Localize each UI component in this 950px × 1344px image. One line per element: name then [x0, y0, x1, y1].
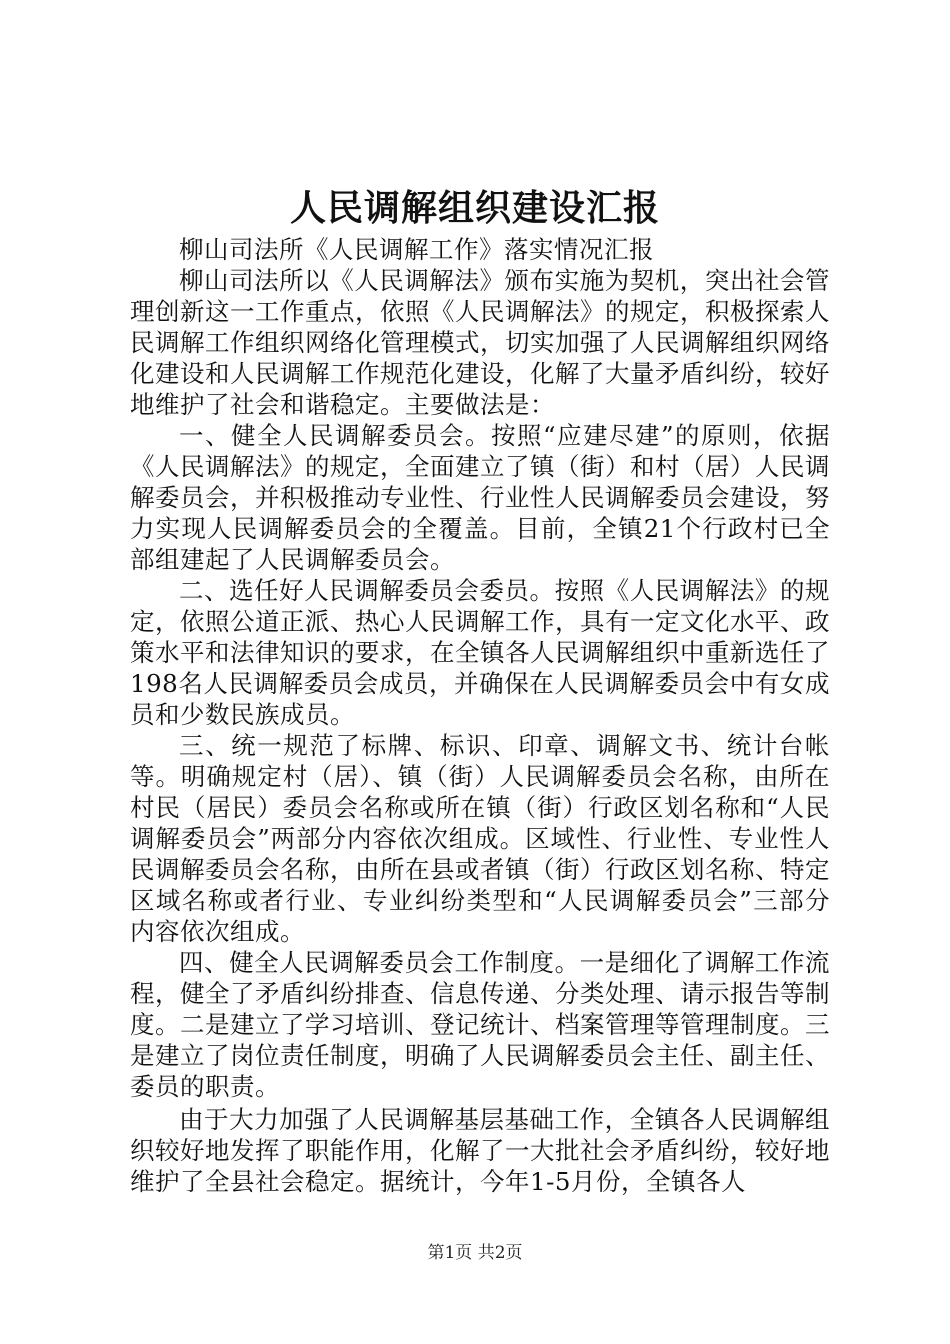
document-title: 人民调解组织建设汇报 [289, 187, 660, 229]
section-2-paragraph: 二、选任好人民调解委员会委员。按照《人民调解法》的规定，依照公道正派、热心人民调解工作，具有一定文化水平、政策水平和法律知识的要求，在全镇各人民调解组织中重新选任了198名人民调解委员会成员，并确保在人民调解委员会中有女成员和少数民族成员。 [130, 576, 830, 729]
intro-paragraph: 柳山司法所以《人民调解法》颁布实施为契机，突出社会管理创新这一工作重点，依照《人民调解法》的规定，积极探索人民调解工作组织网络化管理模式，切实加强了人民调解组织网络化建设和人民调解工作规范化建设，化解了大量矛盾纠纷，较好地维护了社会和谐稳定。主要做法是： [130, 266, 830, 419]
section-1-paragraph: 一、健全人民调解委员会。按照“应建尽建”的原则，依据《人民调解法》的规定，全面建立了镇（街）和村（居）人民调解委员会，并积极推动专业性、行业性人民调解委员会建设，努力实现人民调解委员会的全覆盖。目前，全镇21个行政村已全部组建起了人民调解委员会。 [130, 421, 830, 574]
page-footer: 第1页 共2页 [427, 1243, 523, 1263]
report-subtitle-paragraph: 柳山司法所《人民调解工作》落实情况汇报 [179, 235, 654, 264]
section-4-paragraph: 四、健全人民调解委员会工作制度。一是细化了调解工作流程，健全了矛盾纠纷排查、信息传递、分类处理、请示报告等制度。二是建立了学习培训、登记统计、档案管理等管理制度。三是建立了岗位责任制度，明确了人民调解委员会主任、副主任、委员的职责。 [130, 948, 830, 1101]
section-3-paragraph: 三、统一规范了标牌、标识、印章、调解文书、统计台帐等。明确规定村（居）、镇（街）人民调解委员会名称，由所在村民（居民）委员会名称或所在镇（街）行政区划名称和“人民调解委员会”两部分内容依次组成。区域性、行业性、专业性人民调解委员会名称，由所在县或者镇（街）行政区划名称、特定区域名称或者行业、专业纠纷类型和“人民调解委员会”三部分内容依次组成。 [130, 731, 830, 946]
results-paragraph: 由于大力加强了人民调解基层基础工作，全镇各人民调解组织较好地发挥了职能作用，化解了一大批社会矛盾纠纷，较好地维护了全县社会稳定。据统计，今年1-5月份，全镇各人 [130, 1105, 830, 1196]
document-body [130, 234, 830, 1197]
